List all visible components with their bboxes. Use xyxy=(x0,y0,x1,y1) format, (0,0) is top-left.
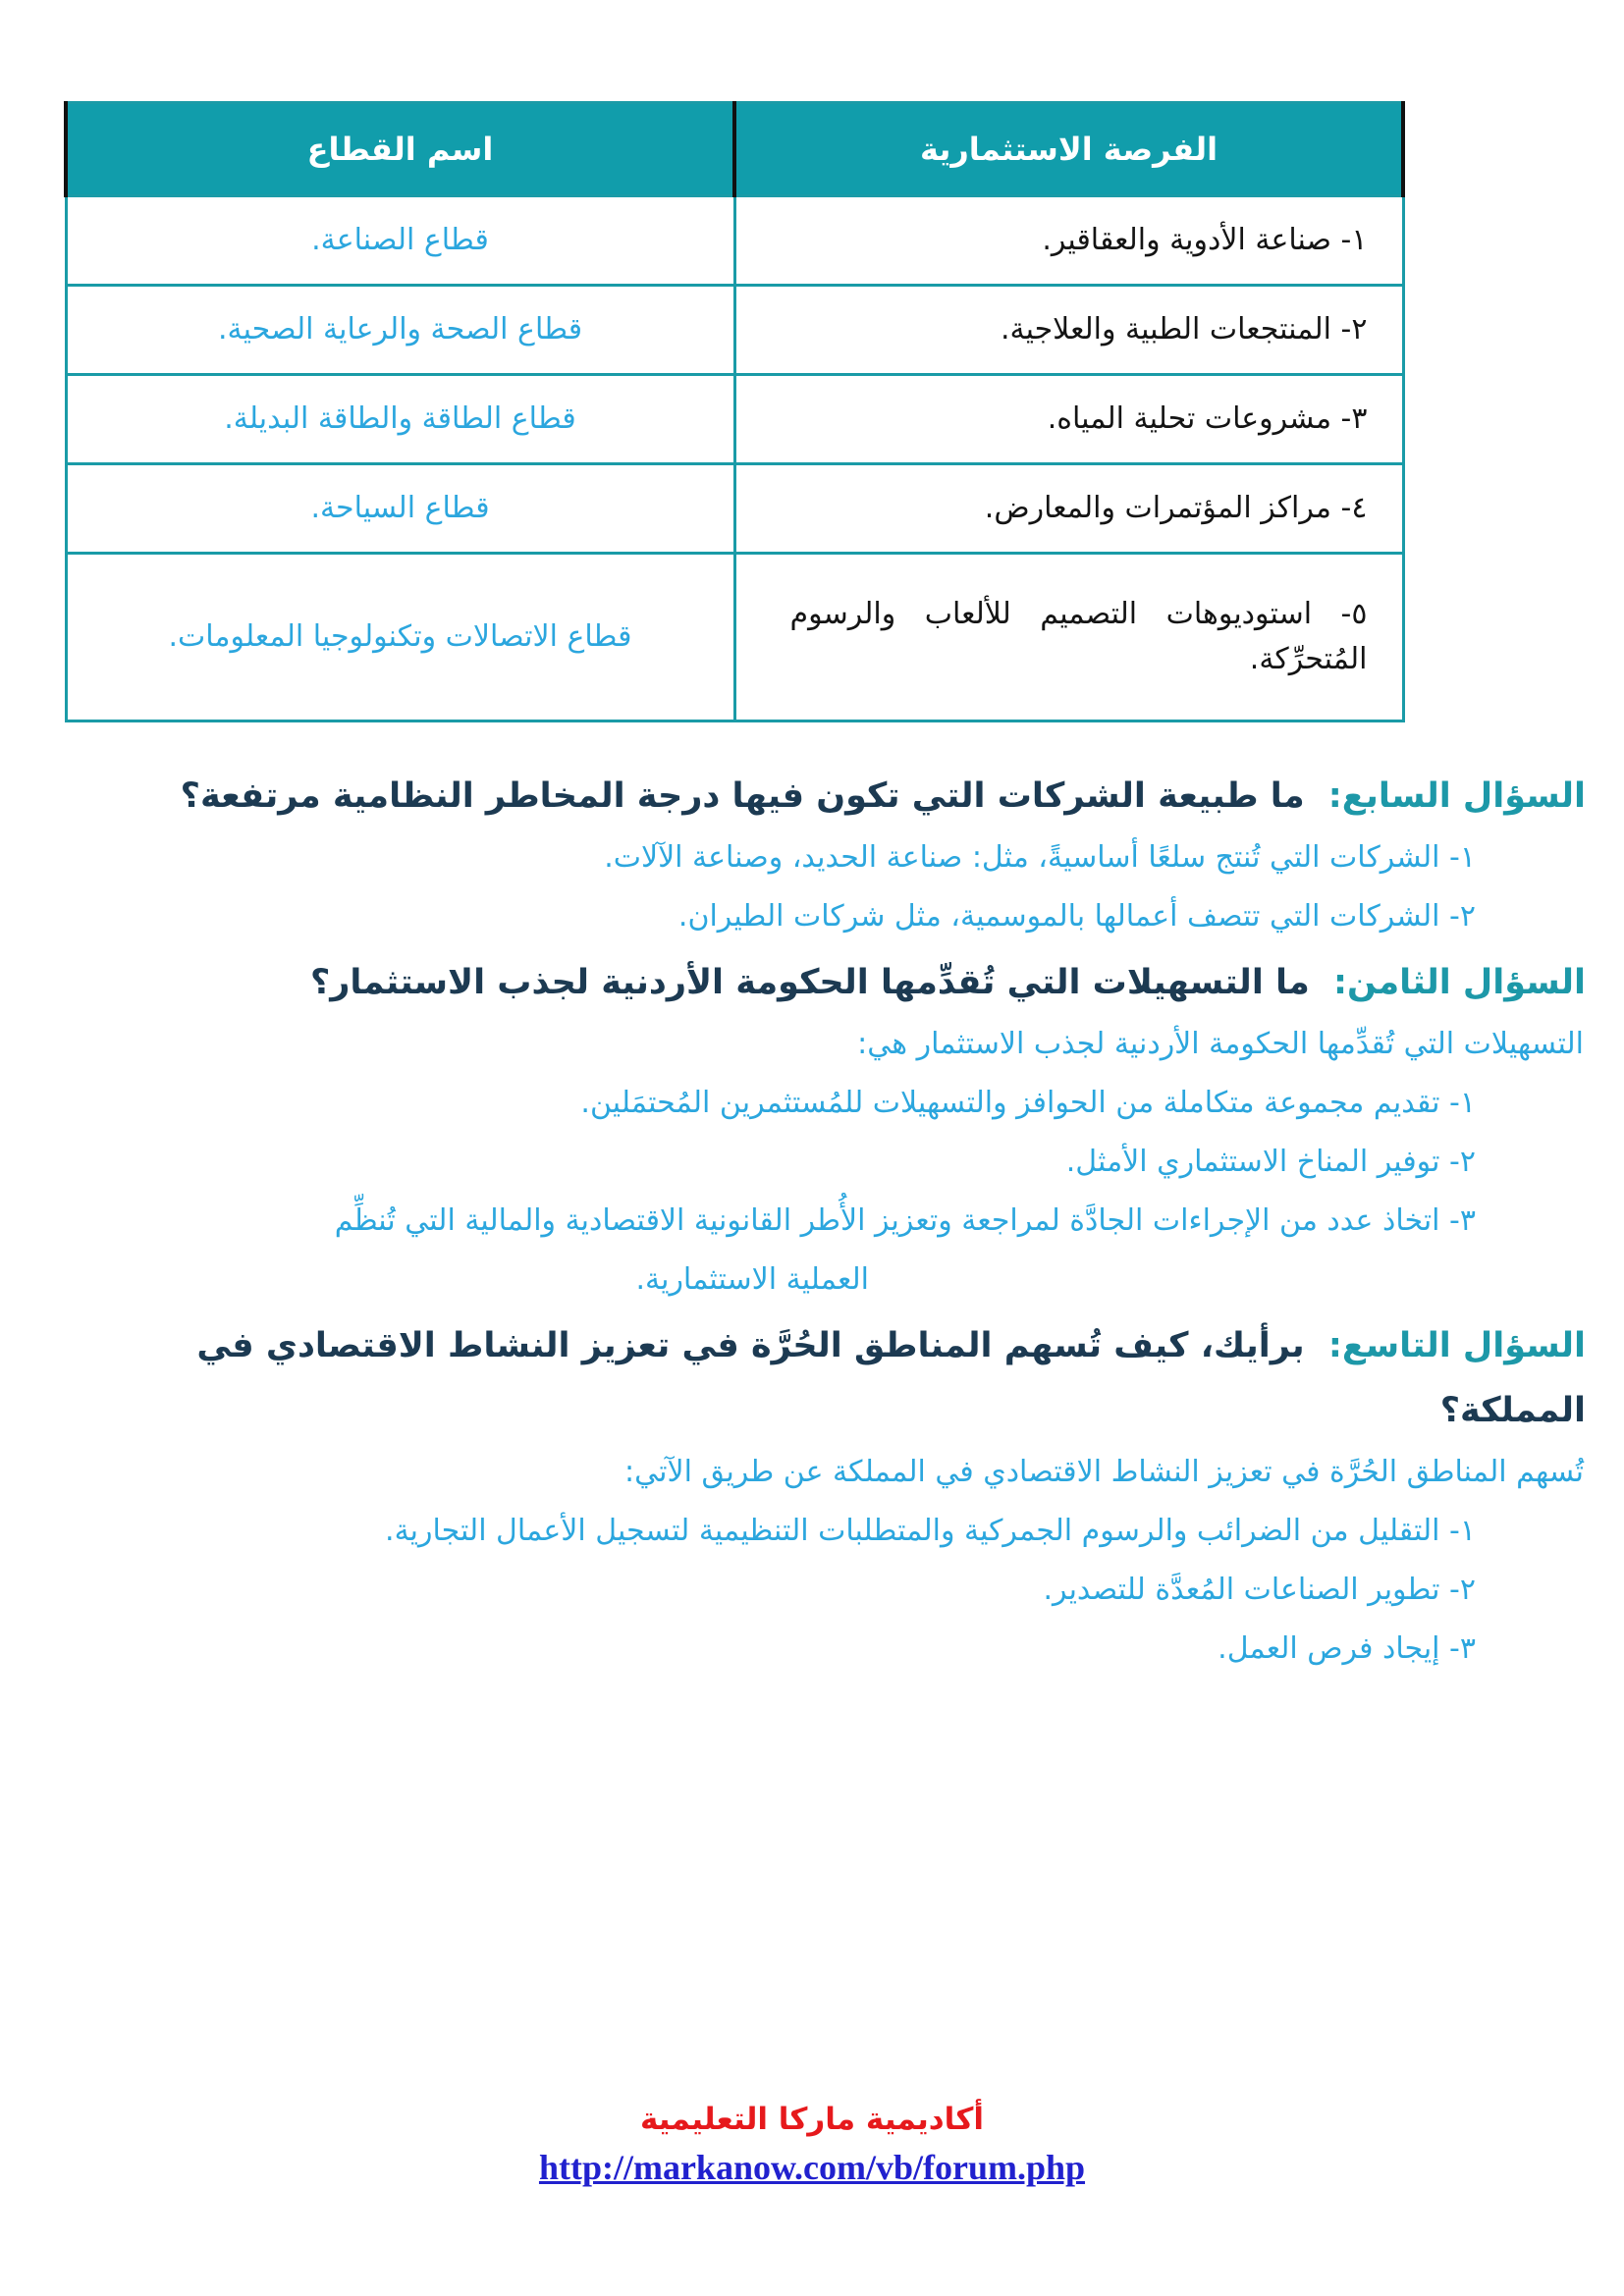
table-header-sector: اسم القطاع xyxy=(66,103,734,196)
answer-item-continuation: العملية الاستثمارية. xyxy=(635,1262,869,1297)
answer-item: ١- الشركات التي تُنتج سلعًا أساسيةً، مثل: صناعة الحديد، وصناعة الآلات. xyxy=(604,840,1476,875)
question-9-text-line2: المملكة؟ xyxy=(1439,1391,1586,1430)
footer xyxy=(0,2097,1624,2193)
opportunity-cell: ٣- مشروعات تحلية المياه. xyxy=(734,375,1403,464)
opportunity-cell: ١- صناعة الأدوية والعقاقير. xyxy=(734,196,1403,286)
investment-table xyxy=(64,101,1405,722)
opportunity-cell: ٥- استوديوهات التصميم للألعاب والرسوم المُتحرِّكة. xyxy=(734,554,1403,721)
question-8-text: ما التسهيلات التي تُقدِّمها الحكومة الأردنية لجذب الاستثمار؟ xyxy=(309,963,1310,1002)
sector-cell: قطاع السياحة. xyxy=(66,464,734,554)
question-8-heading xyxy=(38,950,1586,1015)
question-9-section xyxy=(38,1313,1586,1679)
answer-item: ٣- إيجاد فرص العمل. xyxy=(1218,1631,1476,1666)
sector-cell: قطاع الصناعة. xyxy=(66,196,734,286)
answer-item: ٢- توفير المناخ الاستثماري الأمثل. xyxy=(1065,1145,1476,1179)
answer-intro: تُسهم المناطق الحُرَّة في تعزيز النشاط الاقتصادي في المملكة عن طريق الآتي: xyxy=(624,1455,1584,1489)
forum-link[interactable]: http://markanow.com/vb/forum.php xyxy=(538,2148,1086,2187)
opportunity-cell: ٢- المنتجعات الطبية والعلاجية. xyxy=(734,286,1403,375)
question-7-section xyxy=(38,764,1586,946)
question-9-label: السؤال التاسع: xyxy=(1327,1326,1586,1365)
table-row xyxy=(66,554,1403,721)
answer-item: ١- التقليل من الضرائب والرسوم الجمركية والمتطلبات التنظيمية لتسجيل الأعمال التجارية. xyxy=(385,1514,1476,1548)
question-8-section xyxy=(38,950,1586,1309)
answer-item: ٢- تطوير الصناعات المُعدَّة للتصدير. xyxy=(1043,1573,1476,1607)
sector-cell: قطاع الطاقة والطاقة البديلة. xyxy=(66,375,734,464)
answer-item: ١- تقديم مجموعة متكاملة من الحوافز والتسهيلات للمُستثمرين المُحتمَلين. xyxy=(580,1086,1476,1120)
table-header-row xyxy=(66,103,1403,196)
question-7-text: ما طبيعة الشركات التي تكون فيها درجة المخاطر النظامية مرتفعة؟ xyxy=(180,776,1305,816)
table-header-opportunity: الفرصة الاستثمارية xyxy=(734,103,1403,196)
sector-cell: قطاع الصحة والرعاية الصحية. xyxy=(66,286,734,375)
academy-name: أكاديمية ماركا التعليمية xyxy=(640,2102,984,2137)
question-9-heading xyxy=(38,1313,1586,1443)
answer-intro: التسهيلات التي تُقدِّمها الحكومة الأردنية لجذب الاستثمار هي: xyxy=(857,1027,1584,1061)
table-row xyxy=(66,196,1403,286)
table-row xyxy=(66,286,1403,375)
answer-item: ٢- الشركات التي تتصف أعمالها بالموسمية، مثل شركات الطيران. xyxy=(677,899,1476,934)
question-7-label: السؤال السابع: xyxy=(1327,776,1586,816)
question-9-text-line1: برأيك، كيف تُسهم المناطق الحُرَّة في تعزيز النشاط الاقتصادي في xyxy=(196,1326,1305,1365)
table-row xyxy=(66,375,1403,464)
table-row xyxy=(66,464,1403,554)
question-8-label: السؤال الثامن: xyxy=(1333,963,1586,1002)
opportunity-cell: ٤- مراكز المؤتمرات والمعارض. xyxy=(734,464,1403,554)
answer-item: ٣- اتخاذ عدد من الإجراءات الجادَّة لمراجعة وتعزيز الأُطر القانونية الاقتصادية والمالية التي تُنظِّم xyxy=(334,1203,1476,1238)
sector-cell: قطاع الاتصالات وتكنولوجيا المعلومات. xyxy=(66,554,734,721)
question-7-heading xyxy=(38,764,1586,828)
